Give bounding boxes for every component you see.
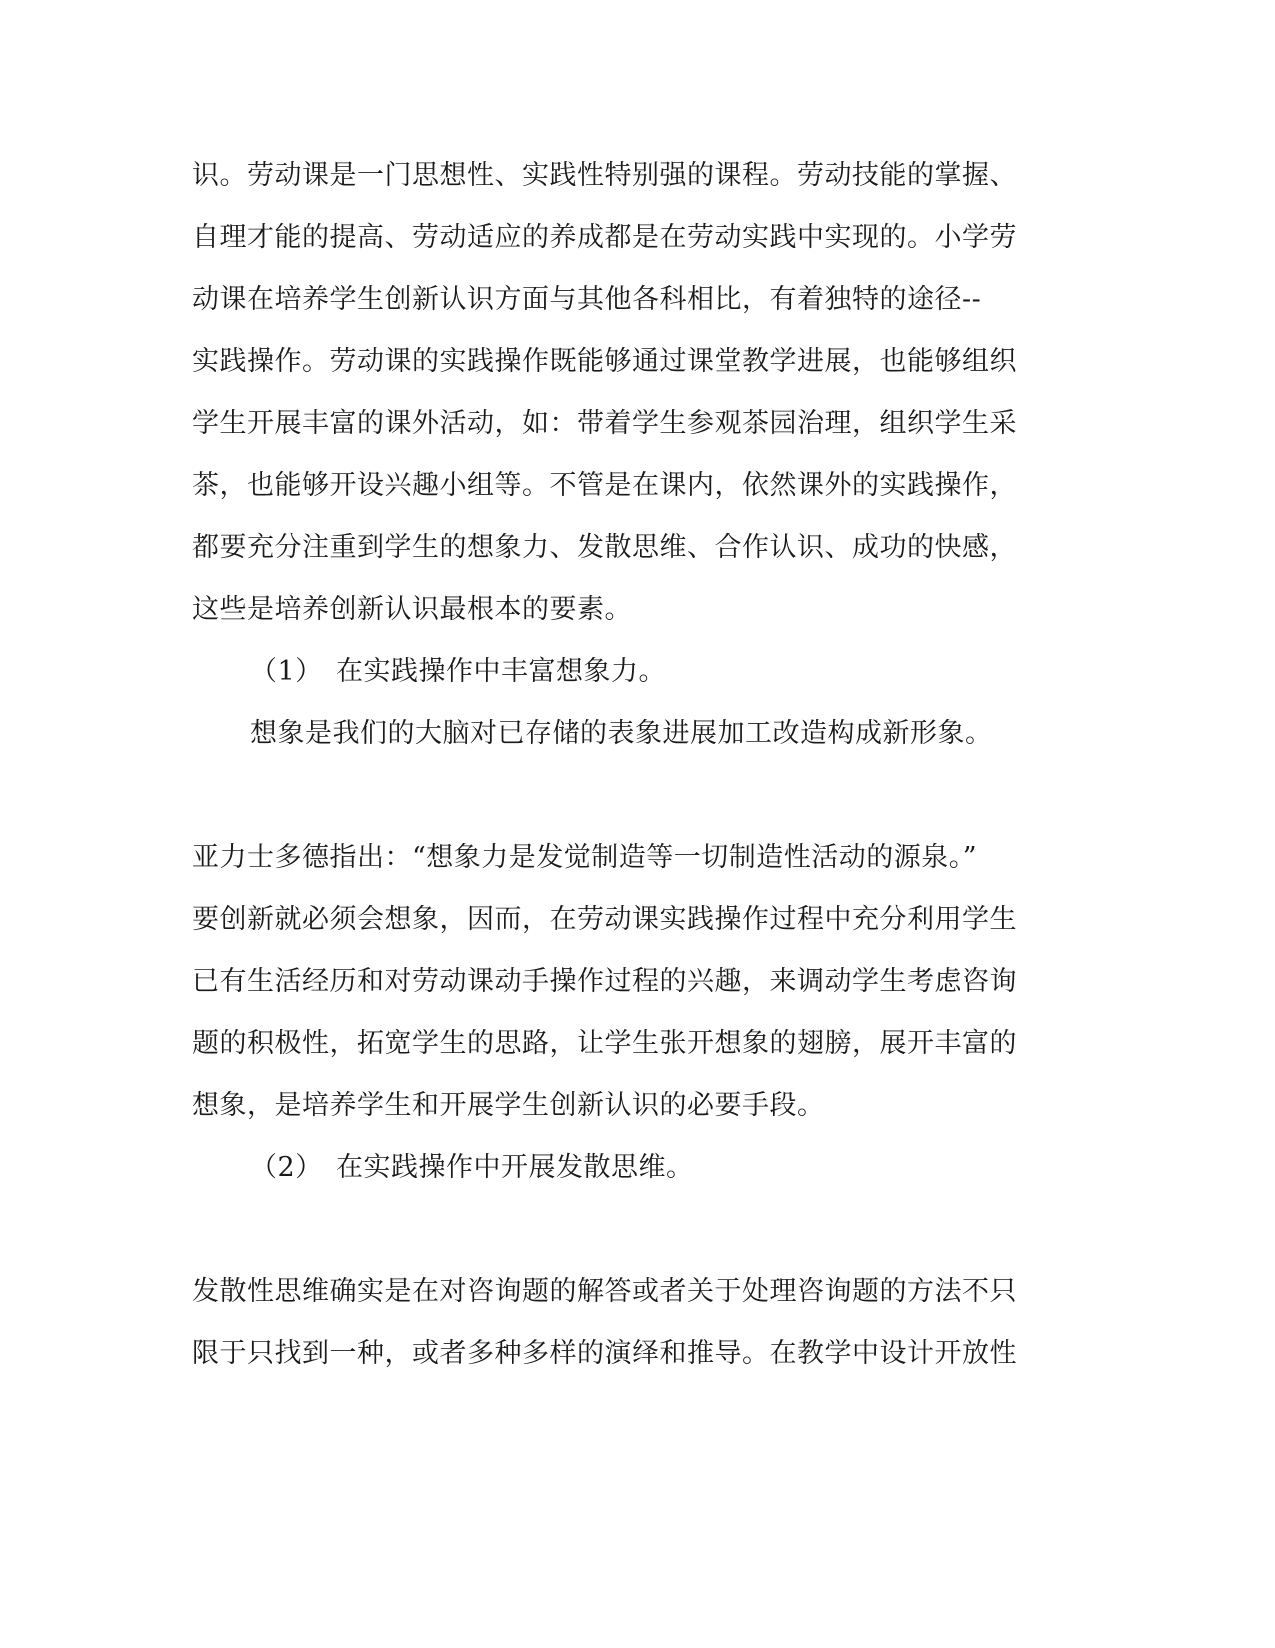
paragraph-line: 这些是培养创新认识最根本的要素。 xyxy=(192,594,632,625)
section-heading-1 xyxy=(250,654,1130,690)
heading-number: （2） xyxy=(250,1152,323,1183)
heading-number: （1） xyxy=(250,656,323,687)
paragraph-line: 自理才能的提高、劳动适应的养成都是在劳动实践中实现的。小学劳 xyxy=(192,222,1017,253)
paragraph-line: 想象，是培养学生和开展学生创新认识的必要手段。 xyxy=(192,1090,825,1121)
paragraph-line: 亚力士多德指出：“想象力是发觉制造等一切制造性活动的源泉。” xyxy=(192,842,978,873)
paragraph-line: 茶，也能够开设兴趣小组等。不管是在课内，依然课外的实践操作， xyxy=(192,470,1017,501)
paragraph-line: 学生开展丰富的课外活动，如：带着学生参观茶园治理，组织学生采 xyxy=(192,408,1017,439)
paragraph-line: 发散性思维确实是在对咨询题的解答或者关于处理咨询题的方法不只 xyxy=(192,1276,1017,1307)
section-heading-2 xyxy=(250,1150,1130,1186)
heading-text: 在实践操作中丰富想象力。 xyxy=(336,656,666,687)
paragraph-line: 识。劳动课是一门思想性、实践性特别强的课程。劳动技能的掌握、 xyxy=(192,160,1017,191)
paragraph-line: 限于只找到一种，或者多种多样的演绎和推导。在教学中设计开放性 xyxy=(192,1338,1017,1369)
paragraph-line: 实践操作。劳动课的实践操作既能够通过课堂教学进展，也能够组织 xyxy=(192,346,1017,377)
paragraph-line: 已有生活经历和对劳动课动手操作过程的兴趣，来调动学生考虑咨询 xyxy=(192,966,1017,997)
paragraph-first-line: 想象是我们的大脑对已存储的表象进展加工改造构成新形象。 xyxy=(250,718,993,749)
paragraph-line: 动课在培养学生创新认识方面与其他各科相比，有着独特的途径-- xyxy=(192,284,982,315)
heading-text: 在实践操作中开展发散思维。 xyxy=(336,1152,694,1183)
paragraph-line: 都要充分注重到学生的想象力、发散思维、合作认识、成功的快感， xyxy=(192,532,1017,563)
paragraph-line: 要创新就必须会想象，因而，在劳动课实践操作过程中充分利用学生 xyxy=(192,904,1017,935)
paragraph-line: 题的积极性，拓宽学生的思路，让学生张开想象的翅膀，展开丰富的 xyxy=(192,1028,1017,1059)
